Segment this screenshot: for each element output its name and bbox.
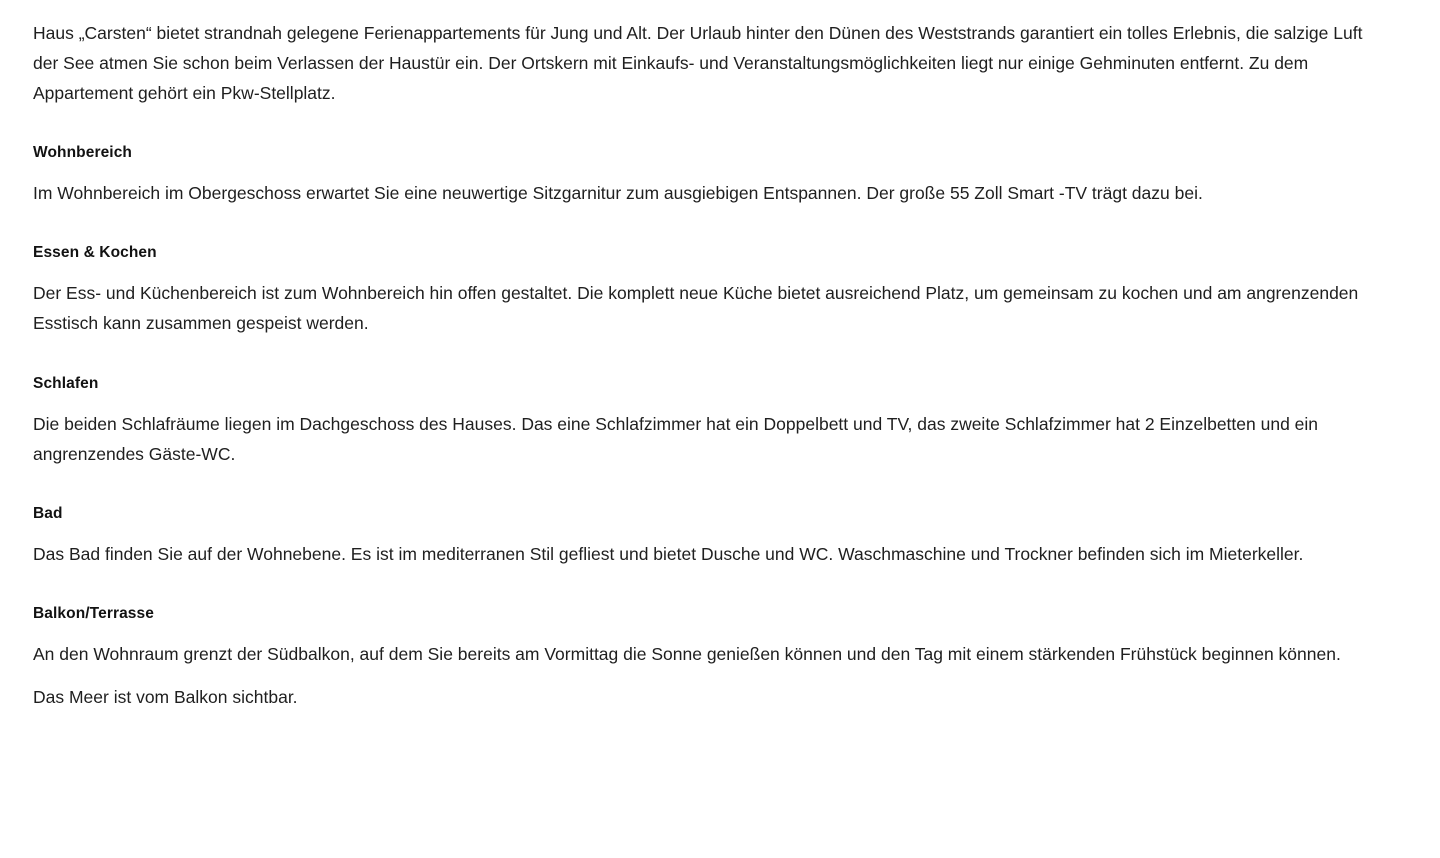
section-paragraph: An den Wohnraum grenzt der Südbalkon, auf dem Sie bereits am Vormittag die Sonne genießen können und den Tag mit einem stärkenden Frühstück beginnen können. <box>33 643 1341 664</box>
section-balkon-terrasse <box>33 605 1386 712</box>
section-heading: Wohnbereich <box>33 144 132 162</box>
section-paragraph: Das Bad finden Sie auf der Wohnebene. Es ist im mediterranen Stil gefliest und bietet Dusche und WC. Waschmaschine und Trockner befinden sich im Mieterkeller. <box>33 543 1304 564</box>
section-bad <box>33 505 1386 569</box>
section-paragraph: Das Meer ist vom Balkon sichtbar. <box>33 686 298 707</box>
section-heading: Bad <box>33 504 63 522</box>
section-essen-kochen <box>33 244 1386 338</box>
section-paragraph: Die beiden Schlafräume liegen im Dachgeschoss des Hauses. Das eine Schlafzimmer hat ein Doppelbett und TV, das zweite Schlafzimmer hat 2 Einzelbetten und ein angrenzendes Gäste-WC. <box>33 413 1319 464</box>
section-schlafen <box>33 375 1386 469</box>
section-paragraph: Der Ess- und Küchenbereich ist zum Wohnbereich hin offen gestaltet. Die komplett neue Küche bietet ausreichend Platz, um gemeinsam zu kochen und am angrenzenden Esstisch kann zusammen gespeist werden. <box>33 283 1359 334</box>
section-heading: Essen & Kochen <box>33 244 157 262</box>
section-heading: Balkon/Terrasse <box>33 604 154 622</box>
section-heading: Schlafen <box>33 374 99 392</box>
section-paragraph: Im Wohnbereich im Obergeschoss erwartet Sie eine neuwertige Sitzgarnitur zum ausgiebigen Entspannen. Der große 55 Zoll Smart -TV trägt dazu bei. <box>33 183 1203 204</box>
intro-paragraph: Haus „Carsten“ bietet strandnah gelegene Ferienappartements für Jung und Alt. Der Urlaub hinter den Dünen des Weststrands garantiert ein tolles Erlebnis, die salzige Luft der See atmen Sie schon beim Verlassen der Haustür ein. Der Ortskern mit Einkaufs- und Veranstaltungsmöglichkeiten liegt nur einige Gehminuten entfernt. Zu dem Appartement gehört ein Pkw-Stellplatz. <box>33 23 1363 104</box>
section-wohnbereich <box>33 144 1386 208</box>
